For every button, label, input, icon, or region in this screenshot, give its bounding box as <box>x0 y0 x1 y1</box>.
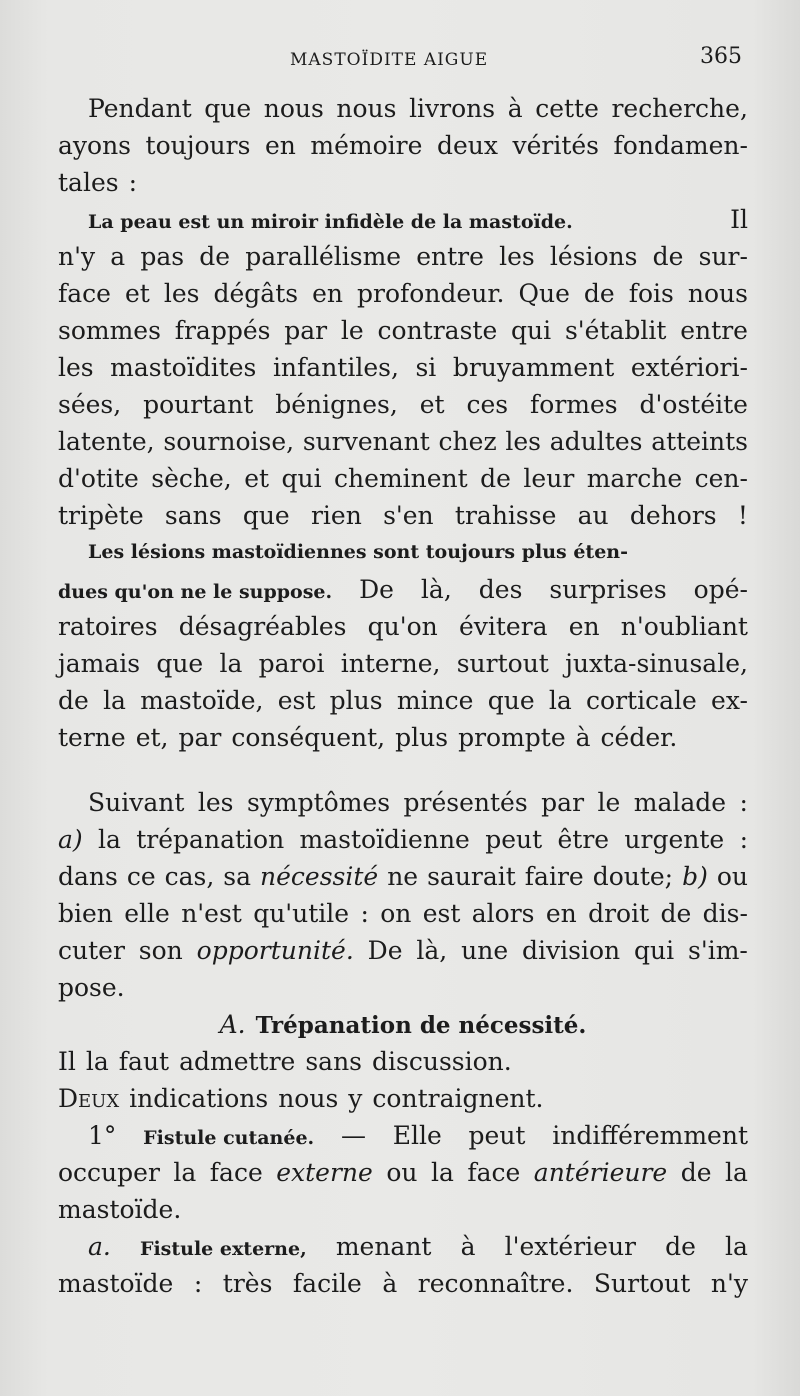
running-head-title: MASTOÏDITE AIGUE <box>290 50 489 70</box>
text-line: occuper la face externe ou la face antérieure de la <box>58 1158 748 1187</box>
bold-principle: dues qu'on ne le suppose. <box>58 581 333 603</box>
text-line: d'otite sèche, et qui cheminent de leur marche cen- <box>58 464 748 493</box>
text-line: cuter son opportunité. De là, une division qui s'im- <box>58 936 748 965</box>
text-line: terne et, par conséquent, plus prompte à céder. <box>58 723 678 752</box>
text-line: Suivant les symptômes présentés par le malade : <box>88 788 748 817</box>
bold-principle: Les lésions mastoïdiennes sont toujours plus éten- <box>88 541 628 563</box>
text-line: 1° Fistule cutanée. — Elle peut indifféremment <box>58 1117 748 1154</box>
text-line: n'y a pas de parallélisme entre les lésions de sur- <box>58 242 748 271</box>
subheading: Fistule cutanée. <box>143 1127 315 1149</box>
text-line: mastoïde. <box>58 1195 182 1224</box>
section-heading: A. Trépanation de nécessité. <box>219 1010 587 1039</box>
bold-principle: La peau est un miroir infidèle de la mastoïde. <box>88 211 573 233</box>
text-line: a) la trépanation mastoïdienne peut être urgente : <box>58 825 748 854</box>
text-line: ayons toujours en mémoire deux vérités fondamen- <box>58 131 748 160</box>
text-line: latente, sournoise, survenant chez les adultes atteints <box>58 427 748 456</box>
text-line: les mastoïdites infantiles, si bruyamment extériori- <box>58 353 748 382</box>
text-line: bien elle n'est qu'utile : on est alors en droit de dis- <box>58 899 748 928</box>
text-line: mastoïde : très facile à reconnaître. Surtout n'y <box>58 1269 748 1298</box>
text-line: La peau est un miroir infidèle de la mastoïde. Il <box>58 201 748 238</box>
body-text <box>58 90 748 1302</box>
text-line: Pendant que nous nous livrons à cette recherche, <box>88 94 748 123</box>
text-line <box>58 534 748 571</box>
running-head <box>290 44 760 74</box>
text-line: sées, pourtant bénignes, et ces formes d'ostéite <box>58 390 748 419</box>
text-line: pose. <box>58 973 125 1002</box>
page-number: 365 <box>700 44 742 69</box>
text-line: sommes frappés par le contraste qui s'établit entre <box>58 316 748 345</box>
subheading: Fistule externe, <box>139 1238 307 1260</box>
text-line: dues qu'on ne le suppose. De là, des surprises opé- <box>58 571 748 608</box>
text-line: de la mastoïde, est plus mince que la corticale ex- <box>58 686 748 715</box>
text-line: dans ce cas, sa nécessité ne saurait faire doute; b) ou <box>58 862 748 891</box>
text-line: jamais que la paroi interne, surtout juxta-sinusale, <box>58 649 748 678</box>
text-line: tales : <box>58 168 138 197</box>
text-line: Deux indications nous y contraignent. <box>58 1084 544 1113</box>
text-line: tripète sans que rien s'en trahisse au dehors ! <box>58 501 748 530</box>
text-line: ratoires désagréables qu'on évitera en n'oubliant <box>58 612 748 641</box>
text-line: a. Fistule externe, menant à l'extérieur de la <box>58 1228 748 1265</box>
text-line: Il la faut admettre sans discussion. <box>58 1047 512 1076</box>
text-line: face et les dégâts en profondeur. Que de fois nous <box>58 279 748 308</box>
